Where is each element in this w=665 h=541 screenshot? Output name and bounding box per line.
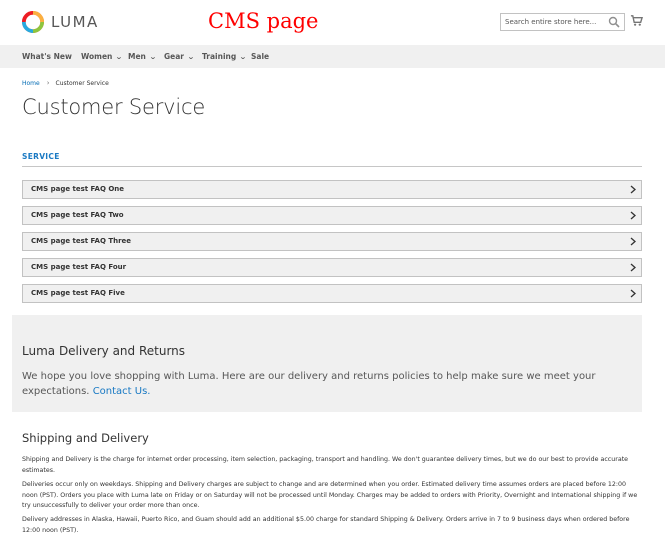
delivery-returns-body: We hope you love shopping with Luma. Here are our delivery and returns policies to help make sure we meet your expectations.: [22, 371, 596, 397]
divider: [22, 166, 642, 167]
chevron-down-icon: ⌄: [239, 53, 248, 61]
main-nav: [0, 45, 665, 68]
search-icon[interactable]: [608, 16, 620, 28]
nav-item-label: What's New: [22, 52, 72, 61]
faq-item-five[interactable]: [22, 284, 642, 303]
chevron-down-icon: ⌄: [187, 53, 195, 61]
faq-label: CMS page test FAQ Five: [31, 289, 125, 297]
faq-label: CMS page test FAQ One: [31, 185, 125, 193]
chevron-down-icon: ⌄: [149, 53, 157, 61]
cms-page-annotation: CMS page: [208, 9, 319, 33]
logo[interactable]: [22, 9, 112, 35]
breadcrumb-current: Customer Service: [55, 80, 109, 87]
nav-item-gear[interactable]: [164, 45, 194, 68]
cart-icon[interactable]: [630, 14, 643, 27]
nav-item-label: Women: [81, 52, 113, 61]
faq-label: CMS page test FAQ Three: [31, 237, 132, 245]
faq-item-four[interactable]: [22, 258, 642, 277]
faq-item-three[interactable]: [22, 232, 642, 251]
faq-label: CMS page test FAQ Two: [31, 211, 124, 219]
chevron-right-icon: [629, 211, 637, 220]
chevron-right-icon: [629, 185, 637, 194]
delivery-returns-text: [22, 369, 622, 399]
luma-logo-icon: [22, 11, 44, 33]
delivery-returns-title: Luma Delivery and Returns: [22, 344, 186, 358]
search-input[interactable]: [500, 13, 625, 31]
shipping-paragraph-1: Shipping and Delivery is the charge for internet order processing, item selection, packaging, transport and handling. We don't guarantee delivery times, but we do our best to provide accurate estimates.: [22, 456, 629, 474]
page-title: Customer Service: [22, 95, 206, 119]
breadcrumb-home-link[interactable]: Home: [22, 80, 40, 87]
chevron-right-icon: [629, 289, 637, 298]
shipping-delivery-title: Shipping and Delivery: [22, 431, 149, 445]
nav-item-sale[interactable]: [251, 45, 269, 68]
faq-item-one[interactable]: [22, 180, 642, 199]
chevron-right-icon: [629, 263, 637, 272]
delivery-returns-panel: [12, 315, 642, 412]
breadcrumb-separator: ›: [46, 79, 50, 87]
nav-item-label: Men: [128, 52, 146, 61]
faq-item-two[interactable]: [22, 206, 642, 225]
shipping-paragraph-2: Deliveries occur only on weekdays. Shipping and Delivery charges are subject to change and are determined when you order. Estimated delivery time assumes orders are placed before 12:00 noon (PST). Orders you place with Luma late on Friday or on Saturday will not be processed until Monday. Charges may be added to orders with Priority, Overnight and International shipping if we try unsuccessfully to deliver your order more than once.: [22, 481, 638, 509]
shipping-paragraph-3: Delivery addresses in Alaska, Hawaii, Puerto Rico, and Guam should add an additional $5.00 charge for standard Shipping & Delivery. Orders arrive in 7 to 9 business days when ordered before 12:00 noon (PST).: [22, 516, 630, 534]
page-header: [0, 0, 665, 45]
nav-item-training[interactable]: [202, 45, 246, 68]
nav-item-label: Training: [202, 52, 237, 61]
contact-us-link[interactable]: Contact Us.: [92, 386, 151, 397]
chevron-down-icon: ⌄: [115, 53, 124, 61]
nav-item-whats-new[interactable]: [22, 45, 72, 68]
logo-text: LUMA: [51, 13, 99, 31]
nav-item-label: Sale: [251, 52, 270, 61]
chevron-right-icon: [629, 237, 637, 246]
breadcrumb: [22, 79, 109, 87]
service-heading: SERVICE: [22, 152, 60, 161]
nav-item-label: Gear: [164, 52, 185, 61]
faq-label: CMS page test FAQ Four: [31, 263, 127, 271]
nav-item-women[interactable]: [81, 45, 122, 68]
nav-item-men[interactable]: [128, 45, 156, 68]
